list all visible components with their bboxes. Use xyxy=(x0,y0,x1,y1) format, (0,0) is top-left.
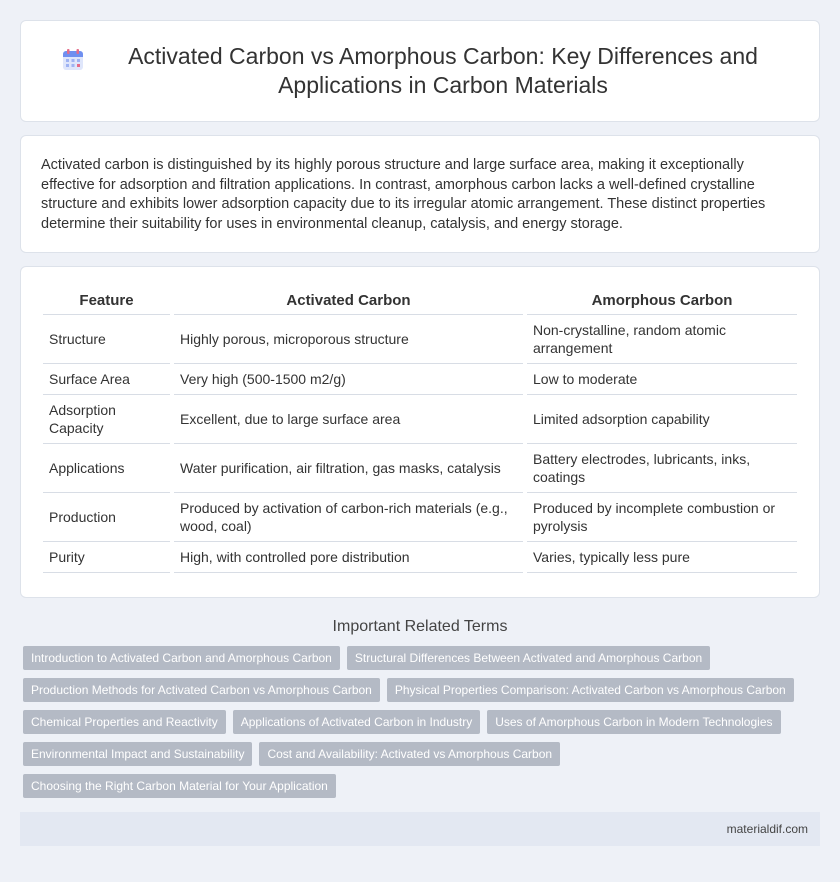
header-activated-carbon: Activated Carbon xyxy=(174,289,523,315)
table-row xyxy=(43,493,797,542)
table-row xyxy=(43,542,797,573)
related-terms-title: Important Related Terms xyxy=(332,618,508,635)
table-cell: Varies, typically less pure xyxy=(527,542,797,573)
footer xyxy=(20,812,820,846)
table-row xyxy=(43,364,797,395)
table-cell: Very high (500-1500 m2/g) xyxy=(174,364,523,395)
related-term-tag[interactable]: Uses of Amorphous Carbon in Modern Technologies xyxy=(487,710,780,734)
comparison-table-card xyxy=(20,266,820,598)
table-header-row xyxy=(43,289,797,315)
header-amorphous-carbon: Amorphous Carbon xyxy=(527,289,797,315)
calendar-icon xyxy=(61,48,85,72)
related-term-tag[interactable]: Environmental Impact and Sustainability xyxy=(23,742,252,766)
related-terms-list xyxy=(23,646,820,806)
title-wrap xyxy=(61,42,779,100)
table-cell: Excellent, due to large surface area xyxy=(174,395,523,444)
related-term-tag[interactable]: Structural Differences Between Activated and Amorphous Carbon xyxy=(347,646,710,670)
table-row xyxy=(43,444,797,493)
table-cell: Structure xyxy=(43,315,170,364)
table-cell: Adsorption Capacity xyxy=(43,395,170,444)
comparison-table xyxy=(39,289,801,573)
table-cell: Purity xyxy=(43,542,170,573)
table-row xyxy=(43,395,797,444)
intro-card xyxy=(20,135,820,253)
title-card xyxy=(20,20,820,122)
table-row xyxy=(43,315,797,364)
intro-paragraph: Activated carbon is distinguished by its highly porous structure and large surface area, making it exceptionally effective for adsorption and filtration applications. In contrast, amorphous carbon lacks a well-defined crystalline structure and exhibits lower adsorption capacity due to its irregular atomic arrangement. These distinct properties determine their suitability for uses in environmental cleanup, catalysis, and energy storage. xyxy=(41,157,766,232)
table-cell: Produced by incomplete combustion or pyrolysis xyxy=(527,493,797,542)
related-term-tag[interactable]: Cost and Availability: Activated vs Amorphous Carbon xyxy=(259,742,560,766)
header-feature: Feature xyxy=(43,289,170,315)
related-term-tag[interactable]: Applications of Activated Carbon in Industry xyxy=(233,710,480,734)
table-cell: Water purification, air filtration, gas masks, catalysis xyxy=(174,444,523,493)
page-title: Activated Carbon vs Amorphous Carbon: Key Differences and Applications in Carbon Materials xyxy=(128,43,758,98)
table-cell: Low to moderate xyxy=(527,364,797,395)
related-term-tag[interactable]: Choosing the Right Carbon Material for Your Application xyxy=(23,774,336,798)
table-cell: Non-crystalline, random atomic arrangement xyxy=(527,315,797,364)
related-term-tag[interactable]: Chemical Properties and Reactivity xyxy=(23,710,226,734)
related-term-tag[interactable]: Production Methods for Activated Carbon vs Amorphous Carbon xyxy=(23,678,380,702)
table-cell: Applications xyxy=(43,444,170,493)
related-term-tag[interactable]: Introduction to Activated Carbon and Amorphous Carbon xyxy=(23,646,340,670)
related-term-tag[interactable]: Physical Properties Comparison: Activated Carbon vs Amorphous Carbon xyxy=(387,678,794,702)
table-cell: Highly porous, microporous structure xyxy=(174,315,523,364)
footer-site-name[interactable]: materialdif.com xyxy=(726,822,808,836)
table-cell: Surface Area xyxy=(43,364,170,395)
table-cell: Battery electrodes, lubricants, inks, coatings xyxy=(527,444,797,493)
table-cell: Limited adsorption capability xyxy=(527,395,797,444)
table-cell: Produced by activation of carbon-rich materials (e.g., wood, coal) xyxy=(174,493,523,542)
table-cell: High, with controlled pore distribution xyxy=(174,542,523,573)
table-cell: Production xyxy=(43,493,170,542)
